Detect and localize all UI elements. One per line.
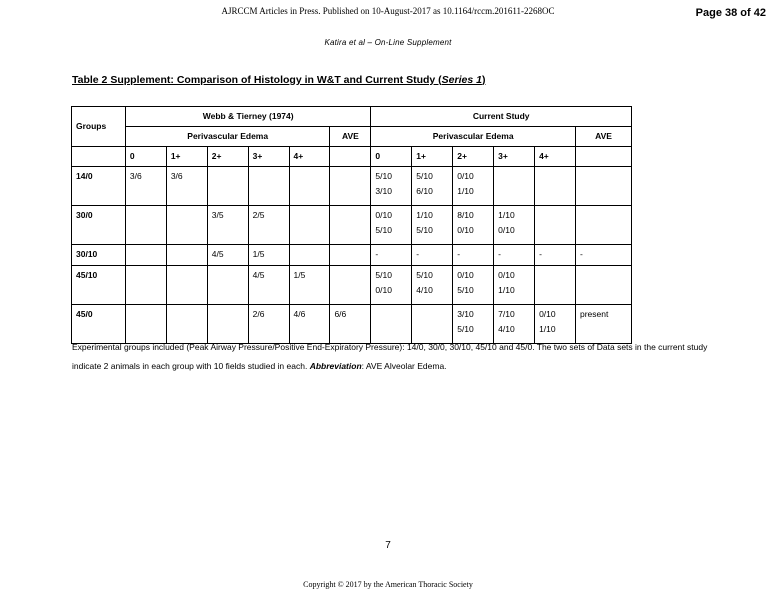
wt-cell: [289, 167, 330, 206]
cs-value: 5/10: [416, 171, 433, 181]
wt-cell: 3/6: [166, 167, 207, 206]
cs-value: 1/10: [498, 285, 515, 295]
wt-ave-header: AVE: [330, 127, 371, 147]
cs-cell: [412, 206, 453, 245]
wt-cell: [125, 245, 166, 266]
table-row: [72, 206, 632, 245]
wt-cell: 1/5: [289, 266, 330, 305]
title-suffix: ): [481, 74, 486, 86]
wt-cell: 4/6: [289, 305, 330, 344]
wt-cell: [166, 266, 207, 305]
cs-value: 0/10: [539, 309, 556, 319]
cs-cell: [453, 167, 494, 206]
group-label: 30/0: [72, 206, 126, 245]
cs-ave-header: AVE: [575, 127, 631, 147]
cs-cell: [535, 206, 576, 245]
running-head: Katira et al – On-Line Supplement: [324, 38, 452, 47]
group-label: 30/10: [72, 245, 126, 266]
wt-cell: [166, 245, 207, 266]
title-series: Series 1: [441, 74, 482, 86]
cs-grade-4: 4+: [535, 147, 576, 167]
cs-value: 0/10: [375, 285, 392, 295]
cs-value: present: [579, 309, 609, 319]
wt-cell: [207, 266, 248, 305]
cs-grade-2: 2+: [453, 147, 494, 167]
cs-cell: [494, 245, 535, 266]
cs-cell: [371, 245, 412, 266]
group-label: 45/10: [72, 266, 126, 305]
group-label: 14/0: [72, 167, 126, 206]
current-study-header: Current Study: [371, 107, 632, 127]
wt-cell: [330, 206, 371, 245]
wt-cell: [289, 245, 330, 266]
cs-value: 4/10: [416, 285, 433, 295]
wt-cell: 3/5: [207, 206, 248, 245]
cs-value: -: [539, 249, 542, 259]
wt-grade-1: 1+: [166, 147, 207, 167]
cs-value: 1/10: [498, 210, 515, 220]
wt-cell: [330, 167, 371, 206]
cs-cell: [535, 245, 576, 266]
cs-value: 7/10: [498, 309, 515, 319]
cs-value: 5/10: [375, 270, 392, 280]
wt-grade-0: 0: [125, 147, 166, 167]
cs-cell: [575, 167, 631, 206]
cs-value: 0/10: [457, 270, 474, 280]
wt-ave-grade-empty: [330, 147, 371, 167]
abbreviation-label: Abbreviation: [309, 361, 362, 371]
wt-cell: 2/6: [248, 305, 289, 344]
wt-grade-4: 4+: [289, 147, 330, 167]
cs-cell: [371, 206, 412, 245]
cs-value: 0/10: [375, 210, 392, 220]
cs-cell: [412, 167, 453, 206]
wt-cell: 4/5: [248, 266, 289, 305]
footnote-text: Experimental groups included (Peak Airway Pressure/Positive End-Expiratory Pressure): 14/0, 30/0, 30/10, 45/10 and 45/0. The two sets of Data sets in the current study indicate 2 animals in each group with 10 fields studied in each.: [72, 342, 708, 371]
cs-value: 0/10: [498, 270, 515, 280]
wt-cell: 1/5: [248, 245, 289, 266]
cs-cell: [412, 245, 453, 266]
cs-value: 5/10: [375, 225, 392, 235]
cs-value: 5/10: [457, 285, 474, 295]
press-line: AJRCCM Articles in Press. Published on 10-August-2017 as 10.1164/rccm.201611-2268OC: [221, 6, 555, 16]
wt-cell: [248, 167, 289, 206]
copyright-line: Copyright © 2017 by the American Thoracic Society: [303, 580, 473, 589]
table-row: [72, 245, 632, 266]
cs-cell: [453, 266, 494, 305]
wt-grade-3: 3+: [248, 147, 289, 167]
cs-value: -: [375, 249, 379, 259]
cs-value: 0/10: [457, 171, 474, 181]
cs-value: 6/10: [416, 186, 433, 196]
page-label: Page 38 of 42: [695, 7, 766, 19]
cs-cell: [535, 167, 576, 206]
cs-grade-0: 0: [371, 147, 412, 167]
cs-cell: [494, 167, 535, 206]
table-row: [72, 167, 632, 206]
histology-table: [71, 106, 632, 344]
cs-value: 5/10: [416, 225, 433, 235]
cs-value: 3/10: [457, 309, 474, 319]
cs-cell: [371, 266, 412, 305]
cs-value: -: [579, 249, 583, 259]
cs-value: 1/10: [416, 210, 433, 220]
wt-cell: 2/5: [248, 206, 289, 245]
cs-cell: [371, 167, 412, 206]
cs-value: 4/10: [498, 324, 515, 334]
wt-grade-2: 2+: [207, 147, 248, 167]
cs-value: 1/10: [539, 324, 556, 334]
wt-perivascular-header: Perivascular Edema: [125, 127, 330, 147]
wt-cell: [330, 245, 371, 266]
cs-value: -: [416, 249, 420, 259]
table-footnote: [72, 338, 712, 376]
cs-cell: [494, 206, 535, 245]
cs-cell: [575, 206, 631, 245]
wt-cell: [289, 206, 330, 245]
title-prefix: Table 2 Supplement: Comparison of Histology in W&T and Current Study (: [72, 74, 442, 86]
cs-cell: [494, 266, 535, 305]
cs-value: 5/10: [375, 171, 392, 181]
cs-cell: [453, 245, 494, 266]
table-title: [72, 74, 485, 86]
webb-tierney-header: Webb & Tierney (1974): [125, 107, 370, 127]
cs-value: -: [457, 249, 461, 259]
wt-cell: 6/6: [330, 305, 371, 344]
cs-value: 0/10: [498, 225, 515, 235]
cs-cell: [535, 266, 576, 305]
table-row: [72, 266, 632, 305]
cs-value: 1/10: [457, 186, 474, 196]
cs-value: -: [498, 249, 501, 259]
wt-cell: [125, 266, 166, 305]
cs-cell: [575, 245, 631, 266]
groups-header: Groups: [72, 107, 126, 147]
cs-cell: [453, 206, 494, 245]
cs-cell: [412, 266, 453, 305]
cs-value: 8/10: [457, 210, 474, 220]
wt-cell: [207, 167, 248, 206]
page-number: 7: [385, 540, 391, 551]
wt-cell: [166, 206, 207, 245]
wt-cell: 3/6: [125, 167, 166, 206]
wt-cell: 4/5: [207, 245, 248, 266]
cs-grade-3: 3+: [494, 147, 535, 167]
cs-value: 3/10: [375, 186, 392, 196]
cs-value: 5/10: [416, 270, 433, 280]
footnote-abbreviation-text: : AVE Alveolar Edema.: [361, 361, 447, 371]
cs-perivascular-header: Perivascular Edema: [371, 127, 576, 147]
cs-ave-grade-empty: [575, 147, 631, 167]
group-label: 45/0: [72, 305, 126, 344]
cs-value: 0/10: [457, 225, 474, 235]
wt-cell: [125, 206, 166, 245]
cs-grade-1: 1+: [412, 147, 453, 167]
cs-value: 5/10: [457, 324, 474, 334]
wt-cell: [330, 266, 371, 305]
cs-cell: [575, 266, 631, 305]
grade-header-empty: [72, 147, 126, 167]
